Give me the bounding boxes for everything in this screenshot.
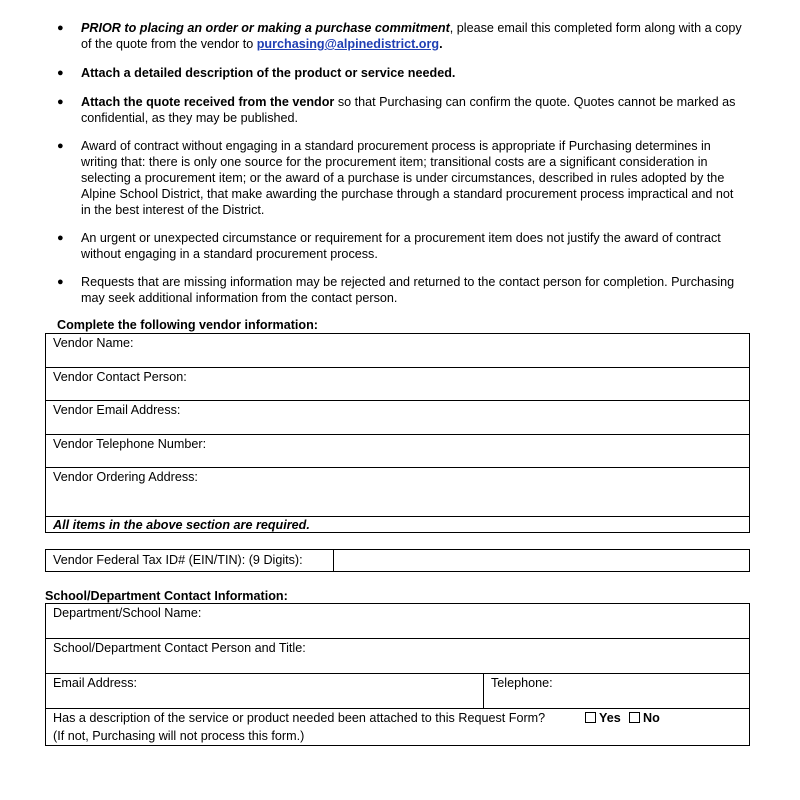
- bullet-icon: ●: [57, 140, 64, 152]
- instruction-segment: Award of contract without engaging in a standard procurement process is appropriate if Purchasing determines in writing that: there is only one source for the procurement item; transitional costs are a significant consideration in selecting a procurement item; or the award of a purchase is under circumstances, described in rules adopted by the Alpine School District, that make awarding the purchase through a standard procurement process impractical and not in the best interest of the District.: [81, 139, 734, 217]
- bullet-icon: ●: [57, 22, 64, 34]
- email-telephone-row: [46, 673, 749, 709]
- tax-id-field[interactable]: [335, 550, 749, 571]
- department-name-label: Department/School Name:: [53, 606, 202, 620]
- email-address-label: Email Address:: [53, 676, 137, 690]
- instruction-text: [81, 230, 745, 262]
- contact-section-title: School/Department Contact Information:: [45, 589, 288, 603]
- no-label: No: [643, 711, 660, 725]
- divider: [483, 674, 484, 709]
- contact-person-label: School/Department Contact Person and Title:: [53, 641, 306, 655]
- vendor-email-row[interactable]: [46, 400, 749, 434]
- tax-id-table: [45, 549, 750, 572]
- instruction-text: [81, 274, 745, 306]
- vendor-name-label: Vendor Name:: [53, 336, 134, 350]
- vendor-email-label: Vendor Email Address:: [53, 403, 181, 417]
- yes-checkbox[interactable]: [585, 712, 596, 723]
- yes-option[interactable]: [585, 711, 621, 725]
- instruction-segment: An urgent or unexpected circumstance or requirement for a procurement item does not justify the award of contract without engaging in a standard procurement process.: [81, 231, 721, 261]
- instruction-emphasis: PRIOR to placing an order or making a purchase commitment: [81, 21, 450, 35]
- yes-label: Yes: [599, 711, 621, 725]
- required-note-row: [46, 516, 749, 534]
- bullet-icon: ●: [57, 232, 64, 244]
- divider: [333, 550, 334, 571]
- vendor-telephone-row[interactable]: [46, 434, 749, 468]
- vendor-contact-row[interactable]: [46, 367, 749, 401]
- bullet-icon: ●: [57, 276, 64, 288]
- no-checkbox[interactable]: [629, 712, 640, 723]
- contact-info-table: [45, 603, 750, 746]
- no-option[interactable]: [629, 711, 660, 725]
- vendor-section-title: Complete the following vendor information:: [57, 318, 318, 332]
- instruction-segment: .: [439, 37, 443, 51]
- instruction-text: [81, 65, 745, 81]
- purchasing-email-link[interactable]: purchasing@alpinedistrict.org: [256, 37, 440, 51]
- vendor-contact-label: Vendor Contact Person:: [53, 370, 187, 384]
- instruction-segment: , please email this completed form along with a copy of the quote from the vendor to: [81, 21, 742, 51]
- bullet-icon: ●: [57, 96, 64, 108]
- instruction-text: [81, 94, 745, 126]
- instruction-segment: so that Purchasing can confirm the quote. Quotes cannot be marked as confidential, as they may be published.: [81, 95, 736, 125]
- attachment-question: Has a description of the service or product needed been attached to this Request Form?: [53, 711, 546, 725]
- telephone-label: Telephone:: [491, 676, 553, 690]
- attachment-note: (If not, Purchasing will not process this form.): [53, 729, 305, 743]
- instruction-emphasis: Attach the quote received from the vendor: [81, 95, 335, 109]
- vendor-address-row[interactable]: [46, 467, 749, 517]
- instruction-text: [81, 20, 745, 52]
- required-note: All items in the above section are required.: [53, 518, 310, 532]
- instruction-text: [81, 138, 745, 218]
- vendor-telephone-label: Vendor Telephone Number:: [53, 437, 207, 451]
- contact-person-row[interactable]: [46, 638, 749, 674]
- vendor-info-table: [45, 333, 750, 533]
- tax-id-label: Vendor Federal Tax ID# (EIN/TIN): (9 Digits):: [53, 553, 303, 567]
- instruction-segment: Requests that are missing information may be rejected and returned to the contact person for completion. Purchasing may seek additional information from the contact person.: [81, 275, 735, 305]
- bullet-icon: ●: [57, 67, 64, 79]
- vendor-address-label: Vendor Ordering Address:: [53, 470, 198, 484]
- attachment-question-row: [46, 708, 749, 747]
- instruction-emphasis: Attach a detailed description of the product or service needed.: [81, 66, 456, 80]
